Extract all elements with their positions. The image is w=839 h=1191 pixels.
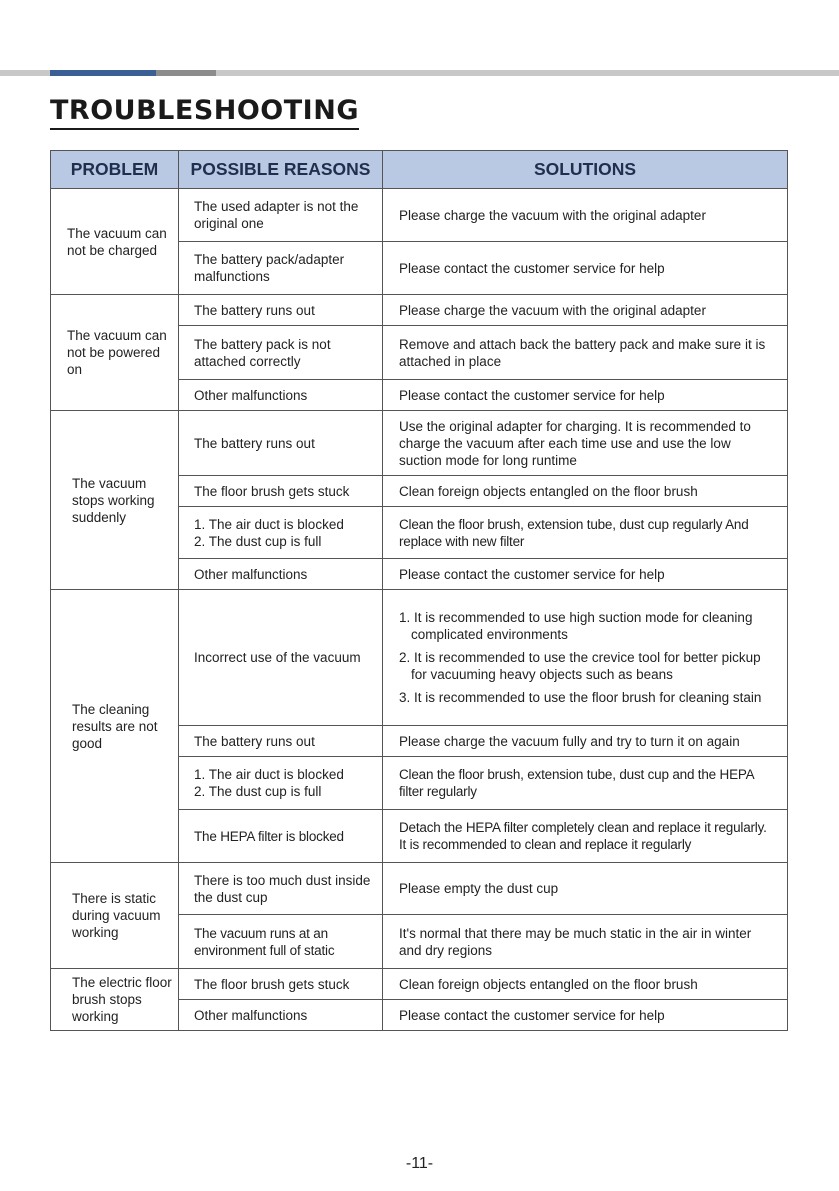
solution-cell	[383, 590, 788, 726]
solution-step: 1. It is recommended to use high suction mode for cleaning complicated environments	[399, 610, 753, 642]
solution-cell: Clean foreign objects entangled on the floor brush	[383, 476, 788, 507]
reason-line: 1. The air duct is blocked	[194, 516, 344, 532]
solution-cell: Detach the HEPA filter completely clean and replace it regularly. It is recommended to clean and replace it regularly	[383, 810, 788, 863]
reason-cell: The floor brush gets stuck	[179, 969, 383, 1000]
troubleshooting-table	[50, 150, 788, 1031]
header-color-bar	[0, 70, 839, 76]
solution-cell: Please contact the customer service for help	[383, 380, 788, 411]
table-row	[51, 411, 788, 476]
table-row	[51, 590, 788, 726]
reason-line: 2. The dust cup is full	[194, 533, 322, 549]
problem-cell: The cleaning results are not good	[51, 590, 179, 863]
reason-cell: The battery pack/adapter malfunctions	[179, 242, 383, 295]
reason-cell: The battery runs out	[179, 295, 383, 326]
solution-cell: Please contact the customer service for help	[383, 1000, 788, 1031]
page-title: TROUBLESHOOTING	[50, 95, 359, 130]
solution-cell: Clean the floor brush, extension tube, dust cup and the HEPA filter regularly	[383, 757, 788, 810]
problem-cell: The vacuum can not be charged	[51, 189, 179, 295]
table-row	[51, 189, 788, 242]
solution-cell: Clean foreign objects entangled on the floor brush	[383, 969, 788, 1000]
problem-cell: The electric floor brush stops working	[51, 969, 179, 1031]
reason-cell: The used adapter is not the original one	[179, 189, 383, 242]
solution-cell: Please contact the customer service for help	[383, 559, 788, 590]
solution-cell: Use the original adapter for charging. It is recommended to charge the vacuum after each time use and use the low suction mode for long runtime	[383, 411, 788, 476]
solution-cell: Please charge the vacuum with the original adapter	[383, 295, 788, 326]
page-number: -11-	[405, 1155, 434, 1172]
reason-line: 1. The air duct is blocked	[194, 767, 344, 782]
header-bar-grey-segment	[156, 70, 216, 76]
solution-step: 3. It is recommended to use the floor brush for cleaning stain	[399, 690, 762, 705]
reason-cell	[179, 757, 383, 810]
reason-line: 2. The dust cup is full	[194, 784, 322, 799]
solution-cell: Clean the floor brush, extension tube, dust cup regularly And replace with new filter	[383, 507, 788, 559]
reason-cell: Incorrect use of the vacuum	[179, 590, 383, 726]
reason-cell: There is too much dust inside the dust cup	[179, 863, 383, 915]
table-row	[51, 969, 788, 1000]
reason-cell: The HEPA filter is blocked	[179, 810, 383, 863]
reason-cell: The floor brush gets stuck	[179, 476, 383, 507]
reason-cell: Other malfunctions	[179, 1000, 383, 1031]
solution-steps-list	[399, 609, 773, 706]
table-row	[51, 295, 788, 326]
reason-cell: The battery runs out	[179, 411, 383, 476]
solution-cell: Please charge the vacuum fully and try to turn it on again	[383, 726, 788, 757]
reason-cell: Other malfunctions	[179, 559, 383, 590]
problem-cell: The vacuum can not be powered on	[51, 295, 179, 411]
table-row	[51, 863, 788, 915]
header-solutions: SOLUTIONS	[383, 151, 788, 189]
problem-cell: There is static during vacuum working	[51, 863, 179, 969]
reason-cell: The battery pack is not attached correctly	[179, 326, 383, 380]
solution-cell: Please empty the dust cup	[383, 863, 788, 915]
solution-cell: Please charge the vacuum with the original adapter	[383, 189, 788, 242]
solution-cell: Please contact the customer service for help	[383, 242, 788, 295]
header-possible-reasons: POSSIBLE REASONS	[179, 151, 383, 189]
reason-cell: Other malfunctions	[179, 380, 383, 411]
problem-cell: The vacuum stops working suddenly	[51, 411, 179, 590]
header-bar-blue-segment	[50, 70, 156, 76]
solution-step: 2. It is recommended to use the crevice tool for better pickup for vacuuming heavy objects such as beans	[399, 650, 761, 682]
solution-cell: It's normal that there may be much static in the air in winter and dry regions	[383, 915, 788, 969]
solution-cell: Remove and attach back the battery pack and make sure it is attached in place	[383, 326, 788, 380]
reason-cell	[179, 507, 383, 559]
reason-cell: The battery runs out	[179, 726, 383, 757]
header-problem: PROBLEM	[51, 151, 179, 189]
reason-cell: The vacuum runs at an environment full of static	[179, 915, 383, 969]
table-header-row	[51, 151, 788, 189]
